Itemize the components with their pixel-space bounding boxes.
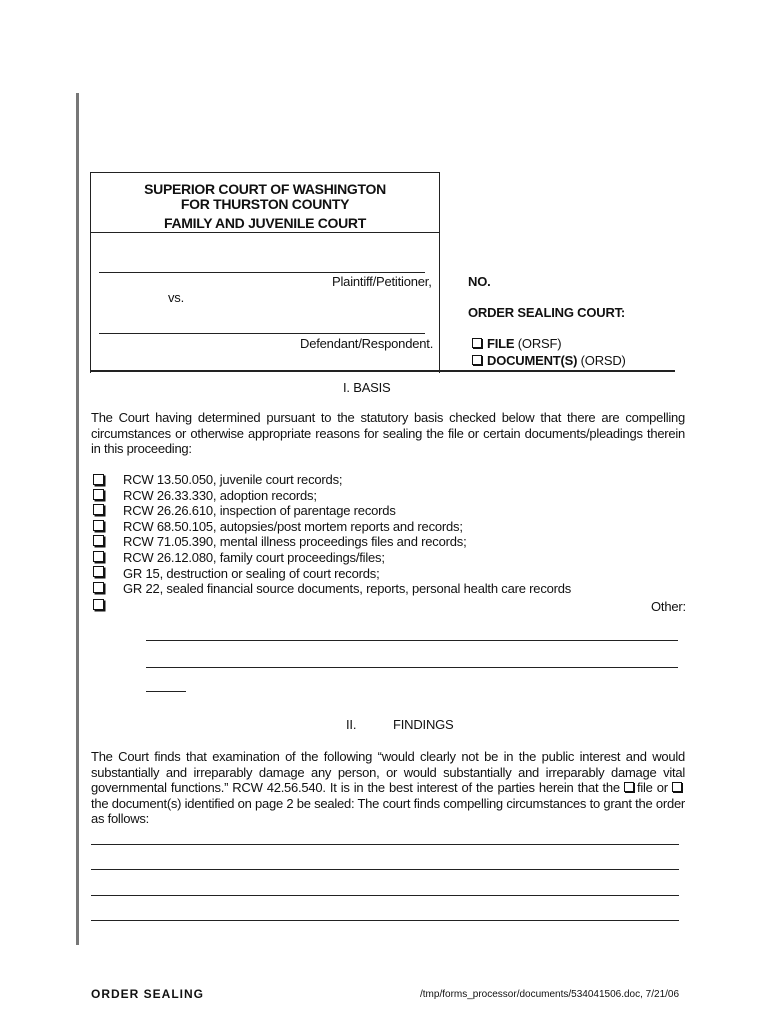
checkbox-rcw-13-50-050[interactable] [93, 474, 104, 485]
footer-form-title: ORDER SEALING [91, 987, 205, 1001]
basis-item-7: GR 15, destruction or sealing of court records; [123, 566, 380, 581]
other-label: Other: [651, 599, 686, 614]
basis-intro: The Court having determined pursuant to the statutory basis checked below that there are compelling circumstances or otherwise appropriate reasons for sealing the file or certain documents/pleadings therein in this proceeding: [91, 410, 685, 456]
file-code: (ORSF) [517, 336, 562, 351]
findings-line-2[interactable] [91, 869, 679, 870]
court-name-line1: SUPERIOR COURT OF WASHINGTON [144, 181, 386, 197]
basis-item-4: RCW 68.50.105, autopsies/post mortem reports and records; [123, 519, 463, 534]
findings-file-or: file or [636, 780, 668, 795]
documents-code: (ORSD) [580, 353, 626, 368]
court-title [91, 181, 439, 232]
plaintiff-name-line [99, 272, 425, 273]
checkbox-rcw-26-26-610[interactable] [93, 504, 104, 515]
documents-checkbox[interactable] [472, 355, 482, 365]
checkbox-rcw-71-05-390[interactable] [93, 535, 104, 546]
court-name-line2: FOR THURSTON COUNTY [180, 196, 350, 212]
findings-text-part1: The Court finds that examination of the following “would clearly not be in the public interest and would substantially and irreparably damage any person, or would substantially and irreparably damage vital governmental functions.” RCW 42.56.540. It is in the best interest of the parties herein that the [91, 749, 685, 795]
footer-file-path: /tmp/forms_processor/documents/534041506.doc, 7/21/06 [420, 989, 680, 1000]
basis-item-2: RCW 26.33.330, adoption records; [123, 488, 317, 503]
basis-heading: I. BASIS [343, 380, 391, 395]
findings-text-part2: the document(s) identified on page 2 be sealed: The court finds compelling circumstances to grant the order as follows: [91, 795, 685, 826]
file-checkbox[interactable] [472, 338, 482, 348]
court-name-line3: FAMILY AND JUVENILE COURT [163, 215, 366, 231]
other-line-1[interactable] [146, 640, 678, 641]
defendant-name-line [99, 333, 425, 334]
basis-item-6: RCW 26.12.080, family court proceedings/files; [123, 550, 385, 565]
order-title: ORDER SEALING COURT: [468, 305, 626, 320]
checkbox-rcw-26-12-080[interactable] [93, 551, 104, 562]
findings-line-4[interactable] [91, 920, 679, 921]
findings-line-1[interactable] [91, 844, 679, 845]
margin-bar [76, 93, 79, 945]
file-option [472, 336, 561, 351]
caption-bottom-rule [90, 370, 675, 372]
documents-label: DOCUMENT(S) [487, 353, 578, 368]
checkbox-other[interactable] [93, 599, 104, 610]
other-line-2[interactable] [146, 667, 678, 668]
findings-text [91, 749, 685, 827]
findings-documents-checkbox[interactable] [672, 782, 682, 792]
findings-line-3[interactable] [91, 895, 679, 896]
checkbox-gr-22[interactable] [93, 582, 104, 593]
checkbox-rcw-68-50-105[interactable] [93, 520, 104, 531]
vs-label: vs. [168, 290, 185, 305]
case-number-label: NO. [468, 274, 491, 289]
defendant-label: Defendant/Respondent. [300, 336, 434, 351]
basis-item-3: RCW 26.26.610, inspection of parentage records [123, 503, 396, 518]
basis-item-1: RCW 13.50.050, juvenile court records; [123, 472, 343, 487]
findings-number: II. [346, 717, 357, 732]
checkbox-gr-15[interactable] [93, 566, 104, 577]
basis-item-5: RCW 71.05.390, mental illness proceedings files and records; [123, 534, 467, 549]
caption-divider [91, 232, 439, 233]
plaintiff-label: Plaintiff/Petitioner, [332, 274, 432, 289]
documents-option [472, 353, 626, 368]
findings-file-checkbox[interactable] [624, 782, 634, 792]
checkbox-rcw-26-33-330[interactable] [93, 489, 104, 500]
findings-heading: FINDINGS [393, 717, 454, 732]
other-line-3[interactable] [146, 691, 186, 692]
file-label: FILE [487, 336, 515, 351]
basis-item-8: GR 22, sealed financial source documents, reports, personal health care records [123, 581, 572, 596]
